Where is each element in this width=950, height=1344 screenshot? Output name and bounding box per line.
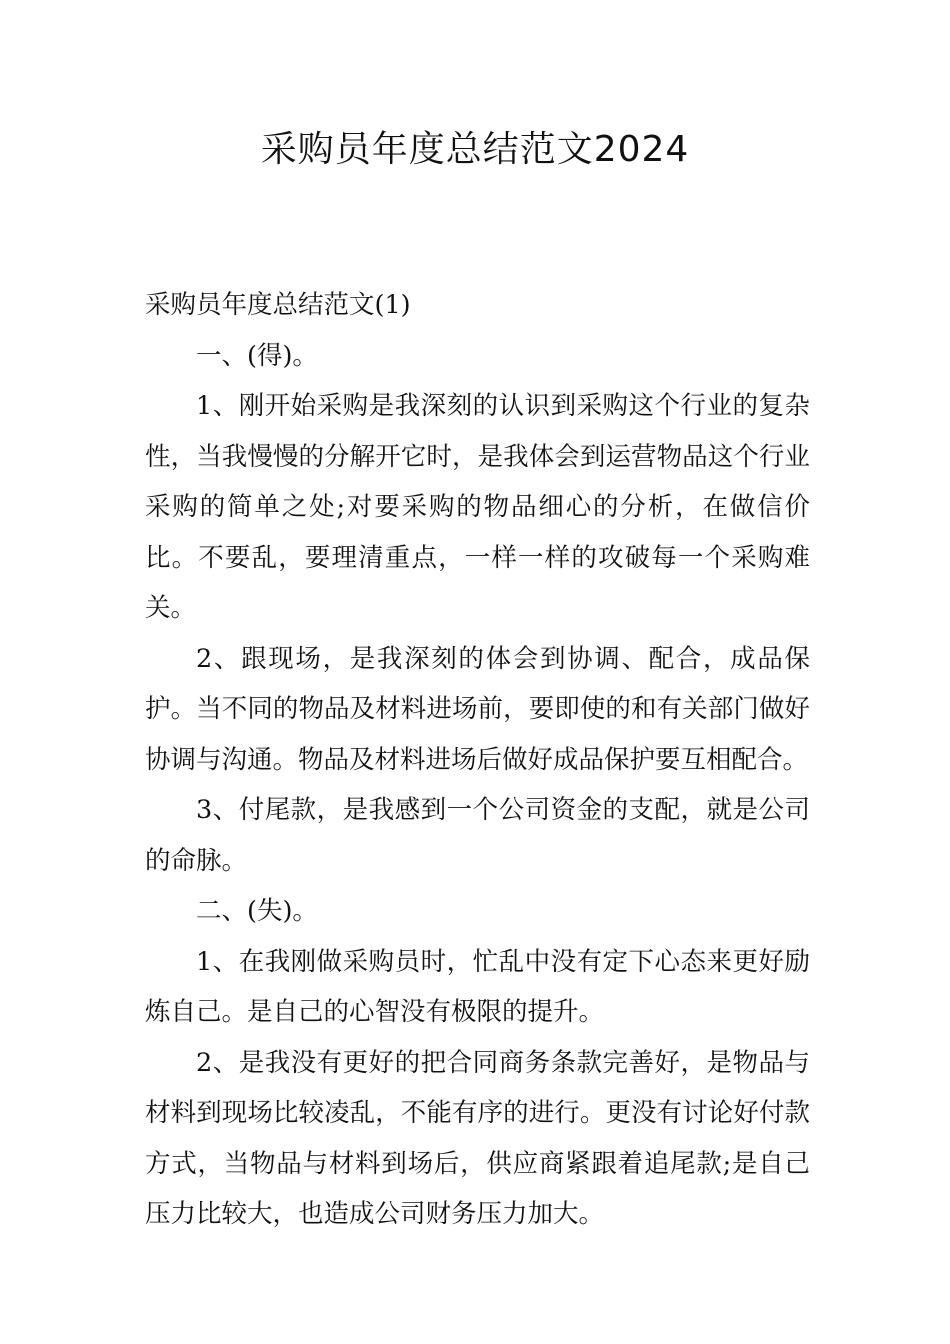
paragraph: 3、付尾款，是我感到一个公司资金的支配，就是公司的命脉。 xyxy=(145,795,810,876)
document-body xyxy=(145,280,810,1240)
paragraph: 1、在我刚做采购员时，忙乱中没有定下心态来更好励炼自己。是自己的心智没有极限的提升。 xyxy=(145,946,810,1027)
subsection-heading-gains: 一、(得)。 xyxy=(196,340,318,371)
paragraph: 1、刚开始采购是我深刻的认识到采购这个行业的复杂性，当我慢慢的分解开它时，是我体会到运营物品这个行业采购的简单之处;对要采购的物品细心的分析，在做信价比。不要乱，要理清重点，一样一样的攻破每一个采购难关。 xyxy=(145,391,810,623)
paragraph: 2、是我没有更好的把合同商务条款完善好，是物品与材料到现场比较凌乱，不能有序的进行。更没有讨论好付款方式，当物品与材料到场后，供应商紧跟着追尾款;是自己压力比较大，也造成公司财务压力加大。 xyxy=(145,1047,810,1229)
section-heading: 采购员年度总结范文(1) xyxy=(145,290,411,320)
subsection-heading-losses: 二、(失)。 xyxy=(196,896,318,926)
document-title: 采购员年度总结范文2024 xyxy=(260,129,690,170)
paragraph: 2、跟现场，是我深刻的体会到协调、配合，成品保护。当不同的物品及材料进场前，要即使的和有关部门做好协调与沟通。物品及材料进场后做好成品保护要互相配合。 xyxy=(145,643,810,775)
